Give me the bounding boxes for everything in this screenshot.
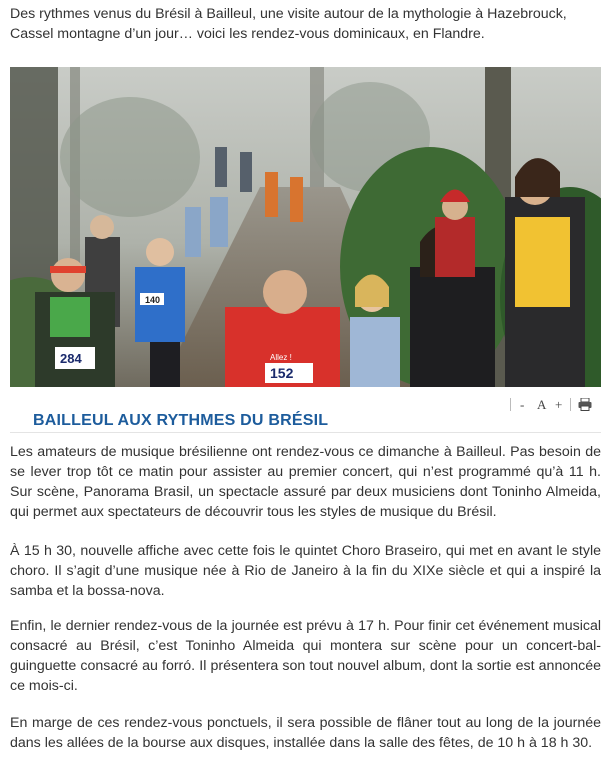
bib-banner: Allez !	[270, 353, 292, 362]
increase-font-button[interactable]: +	[555, 397, 563, 412]
bib-152: 152	[270, 365, 294, 381]
race-photo-illustration	[10, 67, 601, 387]
decrease-font-button[interactable]: -	[520, 397, 525, 412]
bib-140: 140	[145, 295, 161, 305]
article-photo	[10, 67, 601, 387]
paragraph-3: Enfin, le dernier rendez-vous de la journée est prévu à 17 h. Pour finir cet événement musical consacré au Brésil, c’est Toninho Almeida qui montera sur scène pour un concert-bal-guinguette consacré au forró. Il présentera son tout nouvel album, dont la sortie est annoncée ce mois-ci.	[10, 618, 601, 694]
bib-284: 284	[60, 351, 82, 366]
print-icon[interactable]	[578, 398, 592, 415]
paragraph-1: Les amateurs de musique brésilienne ont rendez-vous ce dimanche à Bailleul. Pas besoin de se lever trop tôt ce matin pour assister au premier concert, qui n’est programmé qu’à 11 h. Sur scène, Panorama Brasil, un spectacle assuré par deux musiciens dont Toninho Almeida, qui permet aux spectateurs de découvrir tous les styles de musique du Brésil.	[10, 444, 601, 520]
article-toolbar	[510, 398, 601, 414]
title-divider	[10, 432, 601, 433]
paragraph-4: En marge de ces rendez-vous ponctuels, il sera possible de flâner tout au long de la journée dans les allées de la bourse aux disques, installée dans la salle des fêtes, de 10 h à 18 h 30.	[10, 715, 601, 751]
article-title: BAILLEUL AUX RYTHMES DU BRÉSIL	[33, 412, 329, 429]
paragraph-2: À 15 h 30, nouvelle affiche avec cette fois le quintet Choro Braseiro, qui met en avant le style choro. Il s’agit d’une musique née à Rio de Janeiro à la fin du XIXe siècle et qui a inspiré la samba et la bossa-nova.	[10, 543, 601, 599]
font-size-label: A	[537, 397, 547, 412]
intro-text: Des rythmes venus du Brésil à Bailleul, une visite autour de la mythologie à Hazebrouck, Cassel montagne d’un jour… voici les rendez-vous dominicaux, en Flandre.	[10, 6, 567, 42]
